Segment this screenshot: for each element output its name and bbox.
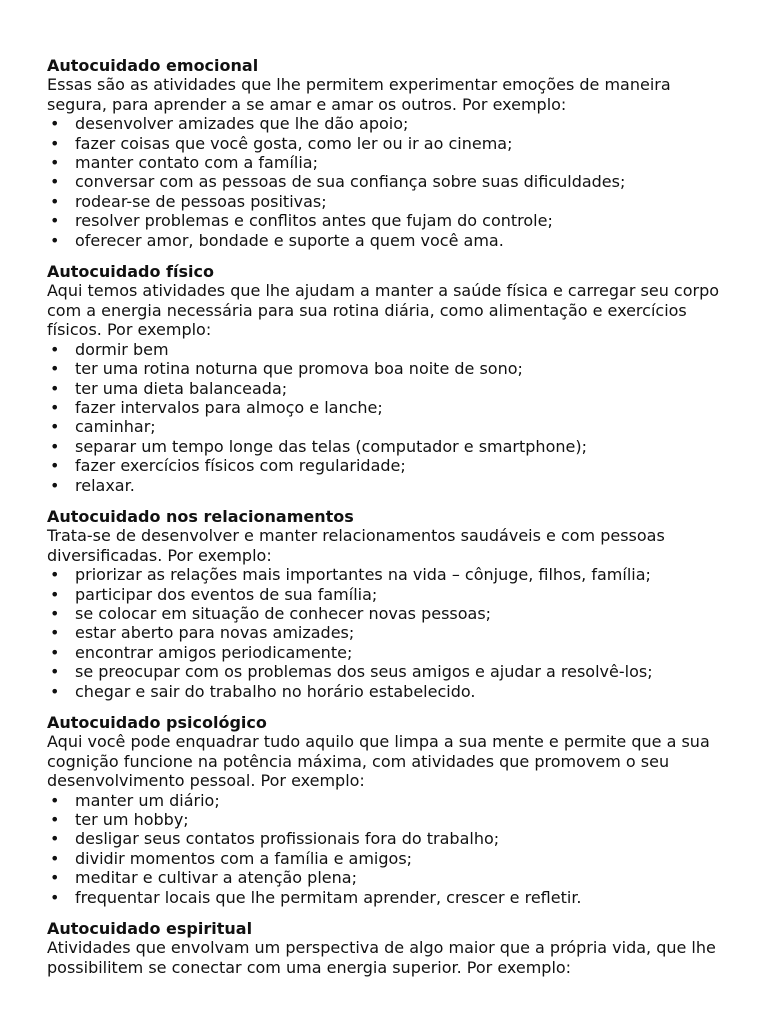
- list-item-text: frequentar locais que lhe permitam aprender, crescer e refletir.: [75, 887, 582, 907]
- bullet-icon: •: [50, 681, 60, 701]
- list-item: [47, 643, 727, 662]
- list-item: [47, 417, 727, 436]
- bullet-icon: •: [50, 230, 60, 250]
- list-item: [47, 379, 727, 398]
- bullet-icon: •: [50, 790, 60, 810]
- section-intro: Aqui você pode enquadrar tudo aquilo que limpa a sua mente e permite que a sua cognição funcione na potência máxima, com atividades que promovem o seu desenvolvimento pessoal. Por exemplo:: [47, 732, 710, 791]
- list-item: [47, 192, 727, 211]
- bullet-icon: •: [50, 829, 60, 849]
- list-item: [47, 153, 727, 172]
- list-item: [47, 810, 727, 829]
- list-item: [47, 662, 727, 681]
- list-item-text: estar aberto para novas amizades;: [75, 623, 355, 643]
- list-item-text: resolver problemas e conflitos antes que fujam do controle;: [75, 211, 553, 231]
- document-page: [47, 56, 727, 989]
- list-item-text: meditar e cultivar a atenção plena;: [75, 868, 357, 888]
- list-item-text: manter um diário;: [75, 790, 220, 810]
- list-item-text: ter uma rotina noturna que promova boa noite de sono;: [75, 359, 523, 379]
- list-item-text: desenvolver amizades que lhe dão apoio;: [75, 114, 409, 134]
- section: [47, 713, 727, 907]
- list-item-text: caminhar;: [75, 417, 156, 437]
- bullet-icon: •: [50, 417, 60, 437]
- list-item-text: ter uma dieta balanceada;: [75, 378, 288, 398]
- section: [47, 919, 727, 977]
- list-item: [47, 829, 727, 848]
- list-item: [47, 398, 727, 417]
- bullet-icon: •: [50, 191, 60, 211]
- bullet-list: [47, 565, 727, 701]
- list-item: [47, 565, 727, 584]
- list-item-text: rodear-se de pessoas positivas;: [75, 191, 327, 211]
- list-item-text: participar dos eventos de sua família;: [75, 584, 378, 604]
- list-item: [47, 456, 727, 475]
- list-item: [47, 114, 727, 133]
- list-item: [47, 476, 727, 495]
- bullet-icon: •: [50, 642, 60, 662]
- list-item: [47, 623, 727, 642]
- list-item-text: priorizar as relações mais importantes na vida – cônjuge, filhos, família;: [75, 565, 651, 585]
- list-item-text: fazer intervalos para almoço e lanche;: [75, 397, 383, 417]
- list-item: [47, 359, 727, 378]
- bullet-icon: •: [50, 397, 60, 417]
- bullet-icon: •: [50, 456, 60, 476]
- bullet-list: [47, 340, 727, 495]
- bullet-icon: •: [50, 584, 60, 604]
- list-item-text: dormir bem: [75, 339, 169, 359]
- list-item: [47, 604, 727, 623]
- bullet-icon: •: [50, 114, 60, 134]
- list-item-text: fazer exercícios físicos com regularidade;: [75, 456, 406, 476]
- section-heading: Autocuidado físico: [47, 262, 214, 282]
- list-item-text: se colocar em situação de conhecer novas pessoas;: [75, 603, 492, 623]
- section-intro: Atividades que envolvam um perspectiva de algo maior que a própria vida, que lhe possibilitem se conectar com uma energia superior. Por exemplo:: [47, 938, 716, 977]
- list-item-text: encontrar amigos periodicamente;: [75, 642, 353, 662]
- section-heading: Autocuidado nos relacionamentos: [47, 506, 354, 526]
- list-item: [47, 888, 727, 907]
- bullet-list: [47, 791, 727, 907]
- list-item: [47, 682, 727, 701]
- bullet-icon: •: [50, 662, 60, 682]
- list-item-text: desligar seus contatos profissionais fora do trabalho;: [75, 829, 500, 849]
- bullet-icon: •: [50, 436, 60, 456]
- list-item-text: fazer coisas que você gosta, como ler ou ir ao cinema;: [75, 133, 513, 153]
- section: [47, 262, 727, 495]
- list-item-text: dividir momentos com a família e amigos;: [75, 848, 413, 868]
- list-item-text: relaxar.: [75, 475, 135, 495]
- bullet-icon: •: [50, 378, 60, 398]
- bullet-icon: •: [50, 133, 60, 153]
- section-intro: Aqui temos atividades que lhe ajudam a manter a saúde física e carregar seu corpo com a energia necessária para sua rotina diária, como alimentação e exercícios físicos. Por exemplo:: [47, 281, 720, 340]
- list-item: [47, 172, 727, 191]
- bullet-icon: •: [50, 211, 60, 231]
- list-item: [47, 211, 727, 230]
- list-item: [47, 340, 727, 359]
- list-item: [47, 585, 727, 604]
- bullet-icon: •: [50, 810, 60, 830]
- section-heading: Autocuidado espiritual: [47, 919, 253, 939]
- list-item-text: manter contato com a família;: [75, 153, 318, 173]
- list-item: [47, 231, 727, 250]
- bullet-list: [47, 114, 727, 250]
- list-item: [47, 868, 727, 887]
- list-item-text: separar um tempo longe das telas (computador e smartphone);: [75, 436, 587, 456]
- bullet-icon: •: [50, 623, 60, 643]
- list-item-text: chegar e sair do trabalho no horário estabelecido.: [75, 681, 476, 701]
- section-intro: Essas são as atividades que lhe permitem experimentar emoções de maneira segura, para aprender a se amar e amar os outros. Por exemplo:: [47, 75, 671, 114]
- section-heading: Autocuidado psicológico: [47, 713, 267, 732]
- bullet-icon: •: [50, 172, 60, 192]
- bullet-icon: •: [50, 603, 60, 623]
- section: [47, 56, 727, 250]
- list-item: [47, 437, 727, 456]
- list-item-text: conversar com as pessoas de sua confiança sobre suas dificuldades;: [75, 172, 626, 192]
- list-item-text: ter um hobby;: [75, 810, 189, 830]
- list-item: [47, 791, 727, 810]
- section-intro: Trata-se de desenvolver e manter relacionamentos saudáveis e com pessoas diversificadas. Por exemplo:: [47, 526, 665, 565]
- section-heading: Autocuidado emocional: [47, 56, 259, 75]
- bullet-icon: •: [50, 475, 60, 495]
- list-item-text: oferecer amor, bondade e suporte a quem você ama.: [75, 230, 504, 250]
- list-item: [47, 134, 727, 153]
- bullet-icon: •: [50, 887, 60, 907]
- list-item: [47, 849, 727, 868]
- bullet-icon: •: [50, 359, 60, 379]
- bullet-icon: •: [50, 848, 60, 868]
- bullet-icon: •: [50, 153, 60, 173]
- list-item-text: se preocupar com os problemas dos seus amigos e ajudar a resolvê-los;: [75, 662, 653, 682]
- section: [47, 507, 727, 701]
- bullet-icon: •: [50, 565, 60, 585]
- bullet-icon: •: [50, 339, 60, 359]
- bullet-icon: •: [50, 868, 60, 888]
